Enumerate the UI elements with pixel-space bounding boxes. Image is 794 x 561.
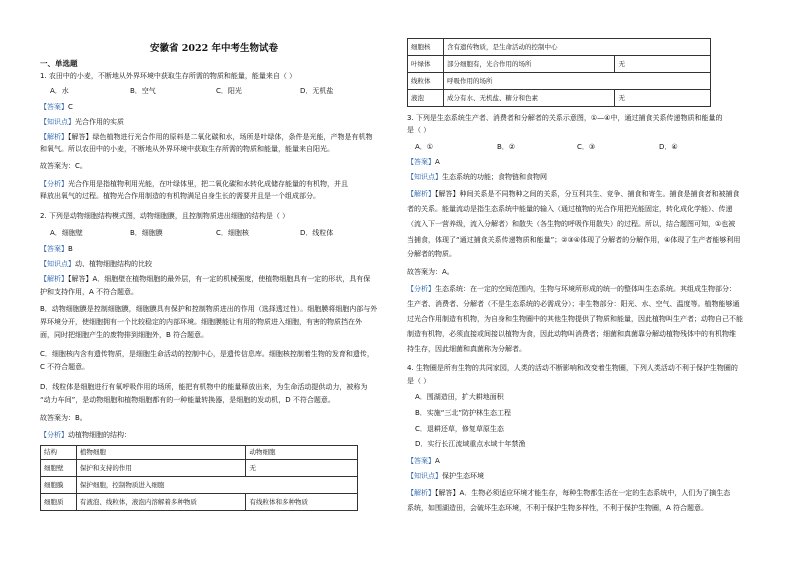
q1-option-c: C．阳光 bbox=[216, 87, 242, 95]
table-header-cell: 植物细胞 bbox=[76, 446, 246, 460]
table-row bbox=[408, 39, 711, 56]
q3-option-b: B．② bbox=[497, 143, 516, 151]
q1-option-b: B．空气 bbox=[130, 87, 156, 95]
q2-analysis: 【分析】动植物细胞的结构： bbox=[40, 431, 131, 439]
page-title: 安徽省 2022 年中考生物试卷 bbox=[150, 43, 279, 54]
q4-explanation-line: 【解析】【解答】A．生物必须适应环境才能生存，每种生物都生活在一定的生态系统中，人们为了摘生态 bbox=[407, 489, 731, 497]
q2-explanation-line: D．线粒体是细胞进行有氧呼吸作用的场所，能把有机物中的能量释放出来，为生命活动提供动力，被称为 bbox=[40, 383, 368, 391]
q3-explanation-line: 当捕食，体现了“通过捕食关系传递物质和能量”；②③④体现了分解者的分解作用，④体现了生产者能够利用 bbox=[407, 236, 741, 244]
table-cell: 含有遗传物质，是生命活动的控制中心 bbox=[443, 39, 710, 56]
q3-explanation-line: 者的关系。能量流动是指生态系统中能量的输入（通过植物的光合作用把光能固定，转化成化学能）、传递 bbox=[407, 205, 733, 213]
q4-option-d: D．实行长江流域重点水域十年禁渔 bbox=[415, 440, 526, 448]
q2-explanation-line: 【解析】【解答】A．细胞壁在植物细胞的最外层，有一定的机械强度，使植物细胞具有一定的形状，具有保 bbox=[40, 275, 371, 283]
table-header-cell: 动物细胞 bbox=[246, 446, 358, 460]
q2-explanation-line: 故答案为：B。 bbox=[40, 414, 87, 422]
q3-analysis-line: 制造有机物，必须直接或间接以植物为食，因此动物叫消费者；细菌和真菌靠分解动植物残体中的有机物维 bbox=[407, 330, 736, 338]
q2-explanation-line: 面，同时把细胞产生的废物排到细胞外，B 符合题意。 bbox=[40, 331, 209, 339]
q3-stem-line: 是（ ） bbox=[407, 126, 431, 134]
q2-knowledge-point: 【知识点】动、植物细胞结构的比较 bbox=[40, 260, 152, 268]
q4-option-a: A．围湖造田，扩大耕地面积 bbox=[415, 393, 504, 401]
q2-explanation-line: B．动物细胞膜是控制细胞膜，细胞膜具有保护和控制物质进出的作用（选择透过性）。细胞膜将细胞内部与外 bbox=[40, 305, 378, 313]
q2-stem: 2. 下列是动物细胞结构模式图，动物细胞膜，且控制物质进出细胞的结构是（ ） bbox=[40, 212, 290, 220]
table-cell: 成分有水、无机盐、糖分和色素 bbox=[443, 90, 615, 107]
q4-option-c: C．退耕还草，修复草原生态 bbox=[415, 425, 504, 433]
q4-stem-line: 4. 生物圈是所有生物的共同家园，人类的活动不断影响和改变着生物圈，下列人类活动不利于保护生物圈的 bbox=[407, 364, 738, 372]
right-column bbox=[397, 0, 794, 561]
table-header-row bbox=[41, 446, 358, 460]
table-header-cell: 结构 bbox=[41, 446, 77, 460]
q3-analysis-line: 持生存，因此细菌和真菌称为分解者。 bbox=[407, 345, 526, 353]
table-row bbox=[41, 477, 358, 494]
q3-knowledge-point: 【知识点】生态系统的功能；食物链和食物网 bbox=[407, 173, 547, 181]
q2-option-b: B．细胞膜 bbox=[130, 229, 163, 237]
q3-stem-line: 3. 下列是生态系统生产者、消费者和分解者的关系示意图，①—④中，通过捕食关系传递物质和能量的 bbox=[407, 114, 723, 122]
q1-explanation-line: 【解析】【解答】绿色植物进行光合作用的原料是二氧化碳和水，场所是叶绿体，条件是光能，产物是有机物 bbox=[40, 133, 373, 141]
q3-explanation-line: 分解者的物质。 bbox=[407, 250, 456, 258]
cell-structure-table-part1 bbox=[40, 445, 358, 511]
q3-explanation-line: （流入下一营养级，流入分解者）和散失（各生物的呼吸作用散失）的过程。所以，结合题图可知，①也被 bbox=[407, 220, 736, 228]
q2-explanation-line: 护和支持作用，A 不符合题意。 bbox=[40, 288, 139, 296]
table-cell: 细胞壁 bbox=[41, 460, 77, 477]
table-cell: 无 bbox=[615, 90, 711, 107]
q1-stem: 1. 农田中的小麦，不断地从外界环境中获取生存所需的物质和能量，能量来自（ ） bbox=[40, 72, 297, 80]
table-cell: 细胞核 bbox=[408, 39, 444, 56]
q3-option-d: D．④ bbox=[659, 143, 678, 151]
table-cell: 部分细胞有，光合作用的场所 bbox=[443, 56, 615, 73]
table-cell: 无 bbox=[246, 460, 358, 477]
q2-option-a: A．细胞壁 bbox=[50, 229, 83, 237]
q3-explanation-line: 故答案为：A。 bbox=[407, 268, 454, 276]
q3-analysis-line: 过光合作用制造有机物，为自身和生物圈中的其他生物提供了物质和能量，因此植物叫生产者；动物自己不能 bbox=[407, 315, 743, 323]
table-cell: 叶绿体 bbox=[408, 56, 444, 73]
q1-answer: 【答案】C bbox=[40, 103, 73, 111]
q2-answer: 【答案】B bbox=[40, 245, 73, 253]
q2-explanation-line: 界环境分开，使细胞拥有一个比较稳定的内部环境。细胞膜能让有用的物质进入细胞，有害的物质挡在外 bbox=[40, 318, 362, 326]
table-row bbox=[408, 73, 711, 90]
table-row bbox=[41, 460, 358, 477]
q2-explanation-line: C 不符合题意。 bbox=[40, 363, 90, 371]
q3-analysis-line: 【分析】生态系统：在一定的空间范围内，生物与环境所形成的统一的整体叫生态系统。其组成生物部分： bbox=[407, 285, 736, 293]
table-row bbox=[408, 90, 711, 107]
q1-analysis-line: 释放出氧气的过程。植物光合作用制造的有机物满足自身生长的需要并且是一个组成部分。 bbox=[40, 192, 320, 200]
q4-knowledge-point: 【知识点】保护生态环境 bbox=[407, 472, 484, 480]
q4-option-b: B．实施“三北”防护林生态工程 bbox=[415, 409, 512, 417]
q1-knowledge-point: 【知识点】光合作用的实质 bbox=[40, 118, 124, 126]
q3-option-a: A．① bbox=[415, 143, 434, 151]
table-cell: 保护细胞，控制物质进入细胞 bbox=[76, 477, 357, 494]
table-cell: 呼吸作用的场所 bbox=[443, 73, 710, 90]
q4-answer: 【答案】A bbox=[407, 457, 440, 465]
table-cell: 保护和支持的作用 bbox=[76, 460, 246, 477]
q1-explanation-line: 故答案为：C。 bbox=[40, 162, 87, 170]
table-row bbox=[41, 494, 358, 511]
table-cell: 线粒体 bbox=[408, 73, 444, 90]
q4-explanation-line: 系统，如围湖造田，会破坏生态环境，不利于保护生物多样性，不利于保护生物圈，A 符合题意。 bbox=[407, 504, 709, 512]
q1-option-d: D．无机盐 bbox=[300, 87, 334, 95]
table-cell: 液泡 bbox=[408, 90, 444, 107]
table-cell: 有液泡、线粒体，液泡内溶解着多种物质 bbox=[76, 494, 246, 511]
section-heading: 一、单选题 bbox=[40, 59, 78, 68]
q2-option-c: C．细胞核 bbox=[216, 229, 249, 237]
cell-structure-table-part2 bbox=[407, 38, 711, 107]
q1-analysis-line: 【分析】光合作用是指植物利用光能，在叶绿体里，把二氧化碳和水转化成储存能量的有机物，并且 bbox=[40, 180, 348, 188]
table-cell: 有线粒体和多种物质 bbox=[246, 494, 358, 511]
q3-explanation-line: 【解析】【解答】种间关系是不同物种之间的关系，分互利共生、竞争、捕食和寄生。捕食是捕食者和被捕食 bbox=[407, 190, 740, 198]
table-row bbox=[408, 56, 711, 73]
q3-analysis-line: 生产者、消费者、分解者（不是生态系统的必需成分）；非生物部分：阳光、水、空气、温度等。植物能够通 bbox=[407, 300, 740, 308]
q2-explanation-line: C．细胞核内含有遗传物质，是细胞生命活动的控制中心，是遗传信息库。细胞核控制着生物的发育和遗传， bbox=[40, 350, 374, 358]
table-cell: 细胞膜 bbox=[41, 477, 77, 494]
q3-answer: 【答案】A bbox=[407, 158, 440, 166]
table-cell: 细胞质 bbox=[41, 494, 77, 511]
q3-option-c: C．③ bbox=[577, 143, 596, 151]
q1-option-a: A．水 bbox=[50, 87, 69, 95]
q4-stem-line: 是（ ） bbox=[407, 377, 431, 385]
q2-explanation-line: “动力车间”，是动物细胞和植物细胞都有的一种能量转换器，是细胞的发动机，D 不符合题意。 bbox=[40, 396, 335, 404]
table-cell: 无 bbox=[615, 56, 711, 73]
q2-option-d: D．线粒体 bbox=[300, 229, 334, 237]
q1-explanation-line: 和氧气。所以农田中的小麦，不断地从外界环境中获取生存所需的物质和能量，能量来自阳光。 bbox=[40, 145, 334, 153]
